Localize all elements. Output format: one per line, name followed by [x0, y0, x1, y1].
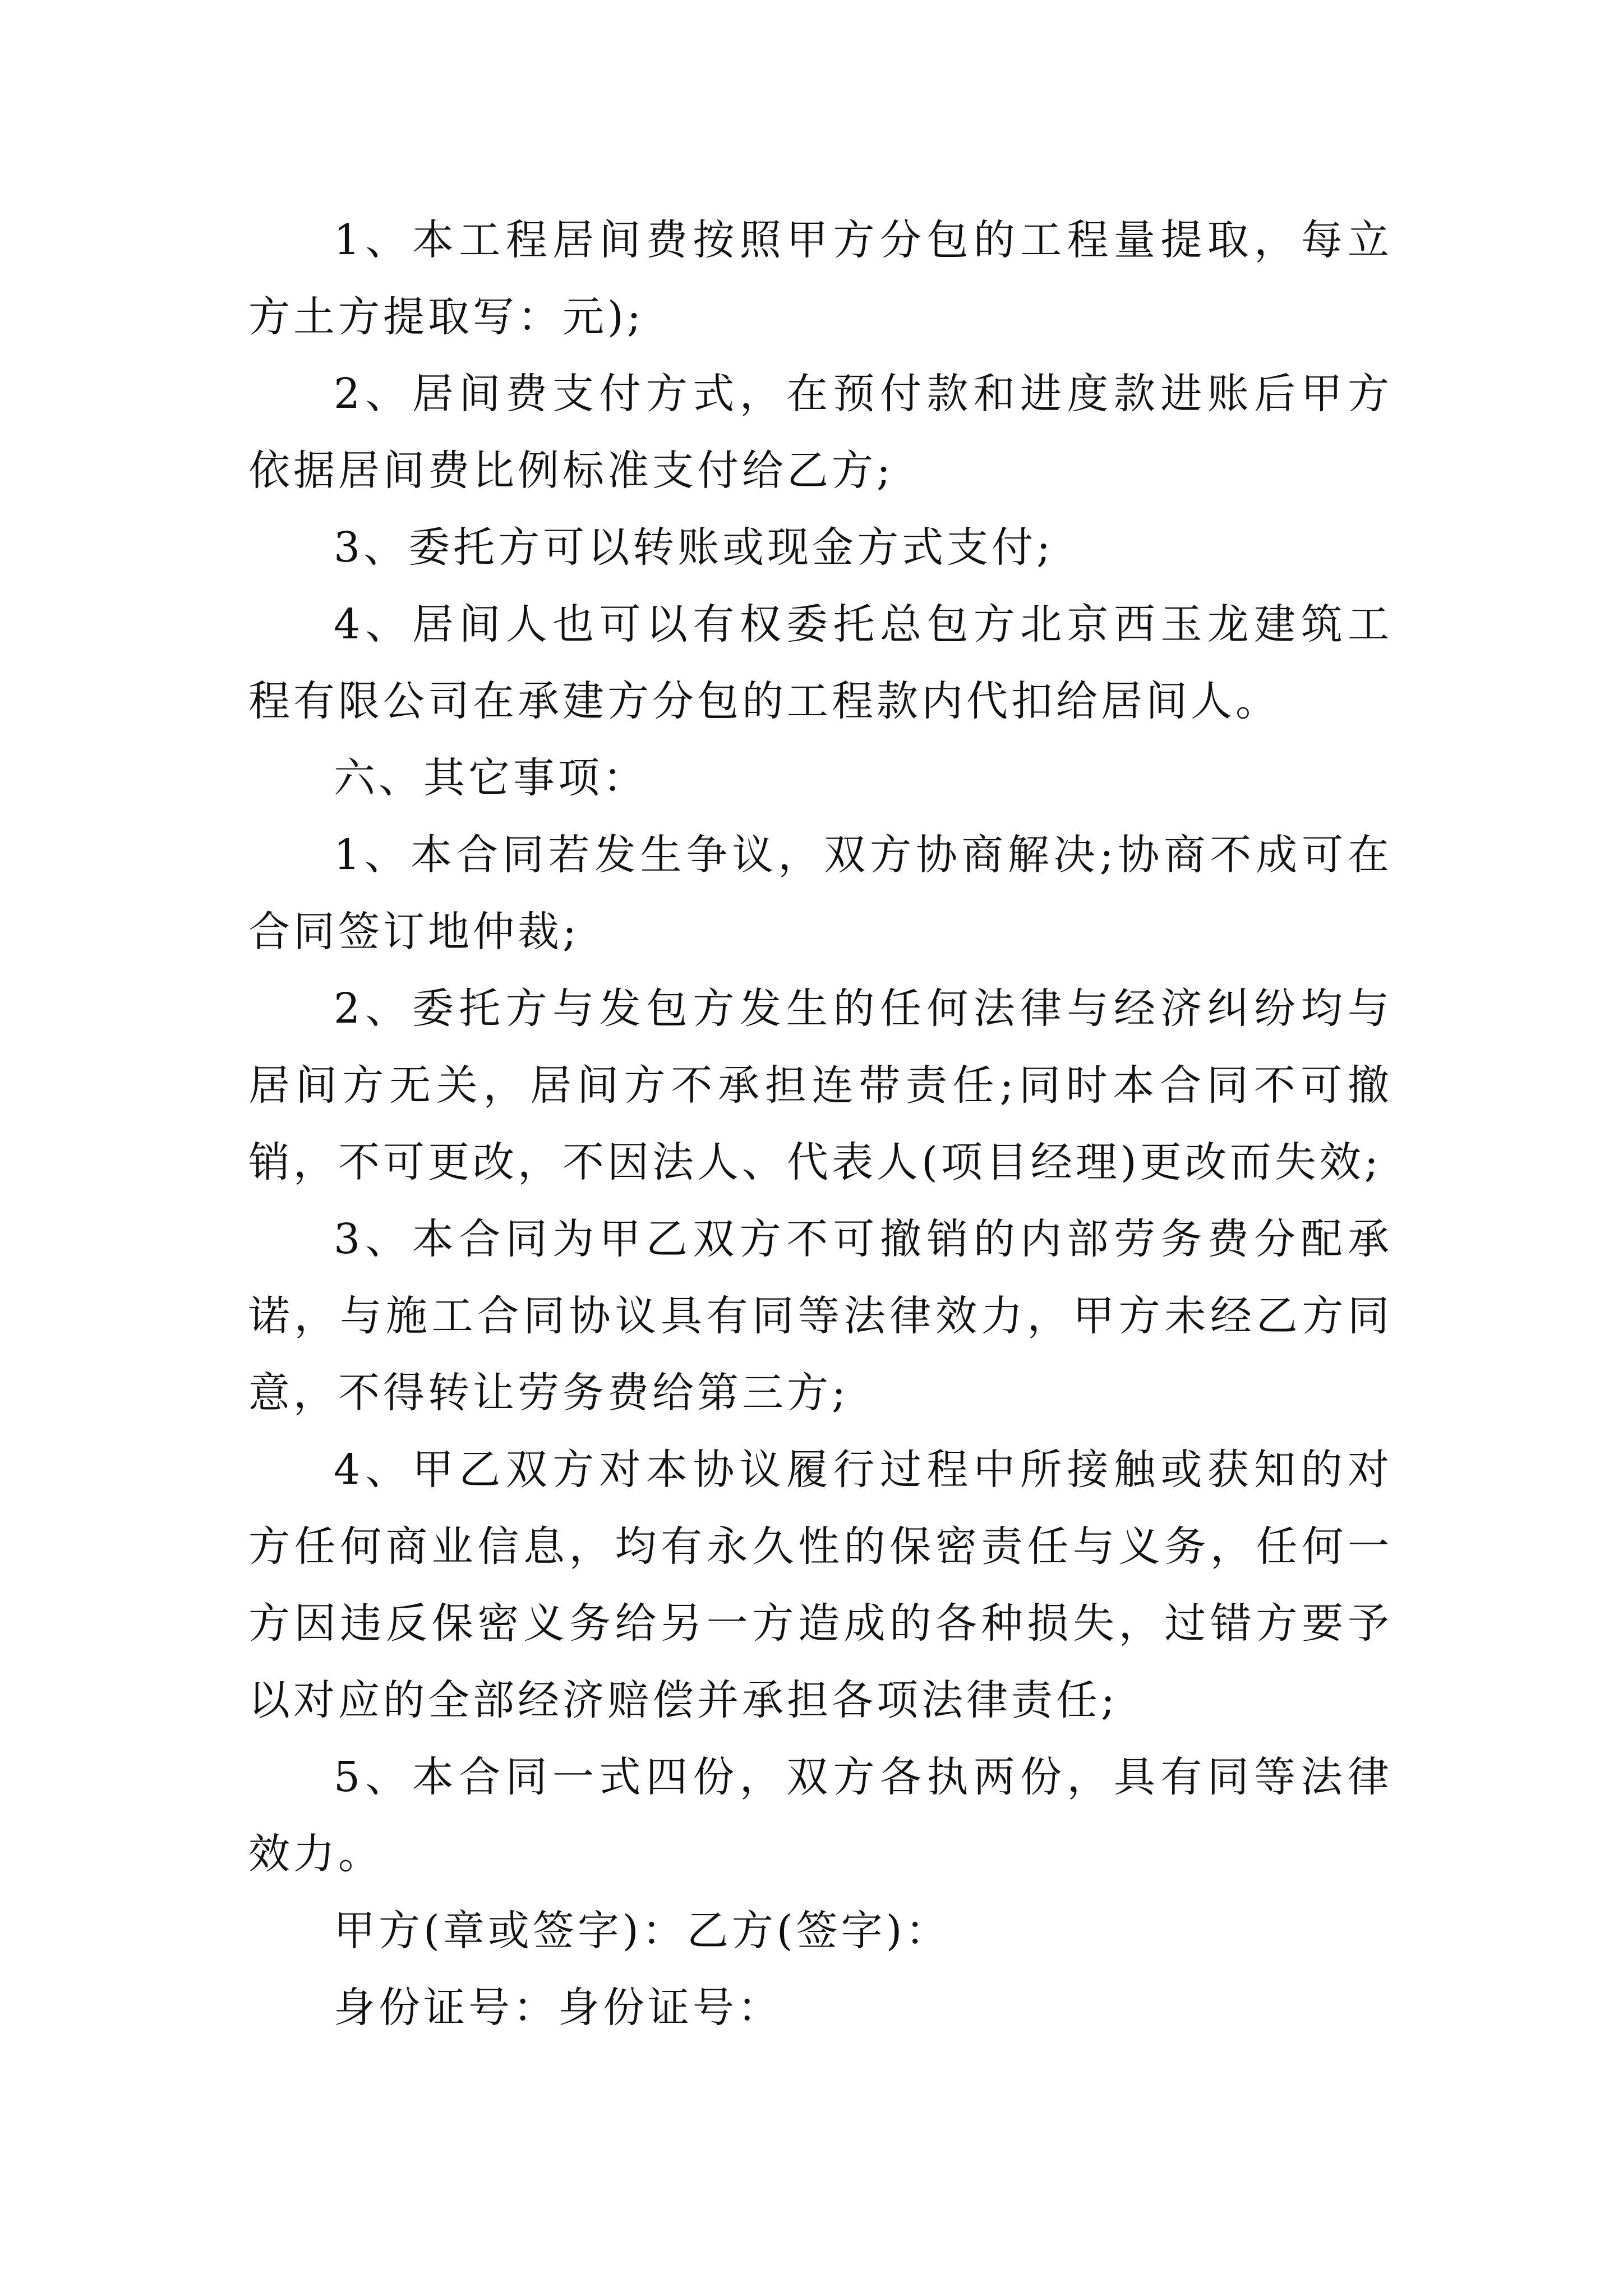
clause-irrevocable-commitment: 3、本合同为甲乙双方不可撤销的内部劳务费分配承诺，与施工合同协议具有同等法律效力，甲方未经乙方同意，不得转让劳务费给第三方;: [248, 1215, 1393, 1417]
signature-line: 甲方(章或签字)：乙方(签字)：: [334, 1907, 951, 1955]
clause-fee-payment-method: 2、居间费支付方式，在预付款和进度款进账后甲方依据居间费比例标准支付给乙方;: [248, 370, 1393, 495]
clause-confidentiality: 4、甲乙双方对本协议履行过程中所接触或获知的对方任何商业信息，均有永久性的保密责任与义务，任何一方因违反保密义务给另一方造成的各种损失，过错方要予以对应的全部经济赔偿并承担各项法律责任;: [248, 1446, 1393, 1724]
clause-copies: 5、本合同一式四份，双方各执两份，具有同等法律效力。: [248, 1753, 1393, 1878]
clause-withholding: 4、居间人也可以有权委托总包方北京西玉龙建筑工程有限公司在承建方分包的工程款内代扣给居间人。: [248, 600, 1393, 725]
document-body: [248, 202, 1393, 2046]
clause-liability-disclaimer: 2、委托方与发包方发生的任何法律与经济纠纷均与居间方无关，居间方不承担连带责任;同时本合同不可撤销，不可更改，不因法人、代表人(项目经理)更改而失效;: [248, 984, 1393, 1186]
clause-dispute-resolution: 1、本合同若发生争议，双方协商解决;协商不成可在合同签订地仲裁;: [248, 831, 1393, 956]
clause-transfer-or-cash: 3、委托方可以转账或现金方式支付;: [334, 523, 1054, 572]
clause-fee-extraction: 1、本工程居间费按照甲方分包的工程量提取，每立方土方提取写：元);: [248, 216, 1393, 341]
id-number-line: 身份证号：身份证号：: [334, 1984, 782, 2032]
section-heading-other-matters: 六、其它事项：: [334, 754, 648, 802]
